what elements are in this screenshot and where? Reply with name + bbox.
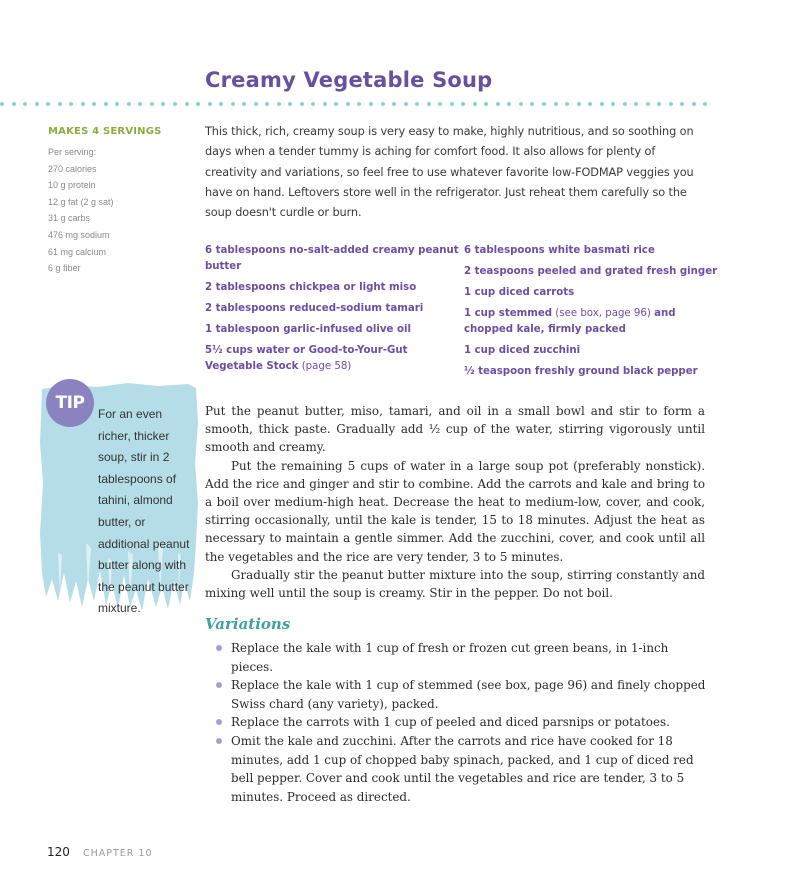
nutrition-item: 270 calories xyxy=(48,163,97,174)
divider-dot xyxy=(577,102,581,106)
page-reference: (page 58) xyxy=(298,361,352,372)
bullet-icon xyxy=(216,645,222,651)
divider-dot xyxy=(484,102,488,106)
directions xyxy=(205,402,705,602)
divider-dot xyxy=(115,102,119,106)
divider-dot xyxy=(23,102,27,106)
variations-heading: Variations xyxy=(205,615,291,633)
divider-dot xyxy=(404,102,408,106)
divider-dot xyxy=(588,102,592,106)
nutrition-sidebar xyxy=(48,126,198,277)
nutrition-list xyxy=(48,144,198,277)
tip-text: For an even richer, thicker soup, stir in 2 tablespoons of tahini, almond butter, or additional peanut butter along with the peanut butter mixture. xyxy=(98,407,190,616)
divider-dot xyxy=(334,102,338,106)
divider-dot xyxy=(357,102,361,106)
divider-dot xyxy=(369,102,373,106)
divider-dot xyxy=(473,102,477,106)
ingredient-item: 1 cup diced carrots xyxy=(464,287,575,298)
nutrition-item: 12 g fat (2 g sat) xyxy=(48,196,114,207)
divider-dot xyxy=(450,102,454,106)
divider-dot xyxy=(161,102,165,106)
divider-dot xyxy=(438,102,442,106)
tip-label: TIP xyxy=(55,393,85,413)
divider-dot xyxy=(542,102,546,106)
divider-dot xyxy=(231,102,235,106)
divider-dot xyxy=(92,102,96,106)
divider-dot xyxy=(392,102,396,106)
divider-dot xyxy=(427,102,431,106)
divider-dot xyxy=(530,102,534,106)
variation-item: Replace the kale with 1 cup of fresh or frozen cut green beans, in 1-inch pieces. xyxy=(214,639,706,676)
divider-dot xyxy=(692,102,696,106)
divider-dot xyxy=(58,102,62,106)
ingredient-item: 5½ cups water or Good-to-Your-Gut Vegetable Stock (page 58) xyxy=(205,345,408,372)
nutrition-item: 476 mg sodium xyxy=(48,229,110,240)
ingredient-item: 2 teaspoons peeled and grated fresh ginger xyxy=(464,266,718,277)
divider-dot xyxy=(311,102,315,106)
divider-dot xyxy=(208,102,212,106)
variations-list xyxy=(214,639,706,806)
ingredients-right-column xyxy=(464,243,719,385)
recipe-intro: This thick, rich, creamy soup is very easy to make, highly nutritious, and so soothing on days when a tender tummy is aching for comfort food. It also allows for plenty of creativity and variations, so feel free to use whatever favorite low-FODMAP veggies you have on hand. Leftovers store well in the refrigerator. Just reheat them carefully so the soup doesn't curdle or burn. xyxy=(205,125,694,220)
variation-item: Replace the carrots with 1 cup of peeled and diced parsnips or potatoes. xyxy=(214,713,706,732)
ingredient-item: 1 cup diced zucchini xyxy=(464,345,581,356)
ingredient-item: 6 tablespoons no-salt-added creamy peanut butter xyxy=(205,245,459,272)
divider-dot xyxy=(300,102,304,106)
divider-dot xyxy=(415,102,419,106)
divider-dot xyxy=(0,102,4,106)
divider-dot xyxy=(219,102,223,106)
divider-dot xyxy=(323,102,327,106)
divider-dot xyxy=(35,102,39,106)
bullet-icon xyxy=(216,719,222,725)
divider-dot xyxy=(600,102,604,106)
divider-dot xyxy=(196,102,200,106)
dotted-divider xyxy=(0,101,708,107)
divider-dot xyxy=(646,102,650,106)
divider-dot xyxy=(173,102,177,106)
divider-dot xyxy=(680,102,684,106)
divider-dot xyxy=(288,102,292,106)
divider-dot xyxy=(669,102,673,106)
divider-dot xyxy=(150,102,154,106)
divider-dot xyxy=(565,102,569,106)
divider-dot xyxy=(496,102,500,106)
divider-dot xyxy=(81,102,85,106)
divider-dot xyxy=(277,102,281,106)
divider-dot xyxy=(461,102,465,106)
divider-dot xyxy=(69,102,73,106)
divider-dot xyxy=(12,102,16,106)
divider-dot xyxy=(657,102,661,106)
divider-dot xyxy=(554,102,558,106)
ingredient-item: 6 tablespoons white basmati rice xyxy=(464,245,655,256)
divider-dot xyxy=(519,102,523,106)
nutrition-item: 6 g fiber xyxy=(48,263,81,274)
direction-paragraph: Put the peanut butter, miso, tamari, and oil in a small bowl and stir to form a smooth, thick paste. Gradually add ½ cup of the water, stirring vigorously until smooth and creamy. xyxy=(205,404,705,455)
divider-dot xyxy=(127,102,131,106)
divider-dot xyxy=(623,102,627,106)
ingredients-left-column xyxy=(205,243,460,380)
nutrition-item: 61 mg calcium xyxy=(48,246,107,257)
divider-dot xyxy=(611,102,615,106)
nutrition-item: 10 g protein xyxy=(48,180,96,191)
divider-dot xyxy=(381,102,385,106)
variation-item: Omit the kale and zucchini. After the carrots and rice have cooked for 18 minutes, add 1 cup of chopped baby spinach, packed, and 1 cup of diced red bell pepper. Cover and cook until the vegetables and rice are tender, 3 to 5 minutes. Proceed as directed. xyxy=(214,732,706,806)
divider-dot xyxy=(104,102,108,106)
divider-dot xyxy=(46,102,50,106)
nutrition-item: Per serving: xyxy=(48,147,97,157)
divider-dot xyxy=(703,102,707,106)
chapter-label: CHAPTER 10 xyxy=(83,848,153,859)
page-reference: (see box, page 96) xyxy=(552,308,655,319)
recipe-title: Creamy Vegetable Soup xyxy=(205,68,493,92)
divider-dot xyxy=(634,102,638,106)
divider-dot xyxy=(138,102,142,106)
direction-paragraph: Gradually stir the peanut butter mixture into the soup, stirring constantly and mixing well until the soup is creamy. Stir in the pepper. Do not boil. xyxy=(205,567,705,601)
bullet-icon xyxy=(216,738,222,744)
divider-dot xyxy=(242,102,246,106)
ingredient-item: 1 cup stemmed (see box, page 96) and chopped kale, firmly packed xyxy=(464,308,676,335)
direction-paragraph: Put the remaining 5 cups of water in a large soup pot (preferably nonstick). Add the rice and ginger and stir to combine. Add the carrots and kale and bring to a boil over medium-high heat. Decrease the heat to medium-low, cover, and cook, stirring occasionally, until the kale is tender, 15 to 18 minutes. Adjust the heat as necessary to maintain a gentle simmer. Add the zucchini, cover, and cook until all the vegetables and the rice are very tender, 3 to 5 minutes. xyxy=(205,458,705,564)
nutrition-item: 31 g carbs xyxy=(48,213,91,224)
ingredient-item: 2 tablespoons chickpea or light miso xyxy=(205,282,417,293)
divider-dot xyxy=(185,102,189,106)
ingredient-item: 2 tablespoons reduced-sodium tamari xyxy=(205,303,424,314)
ingredient-item: 1 tablespoon garlic-infused olive oil xyxy=(205,324,411,335)
page-number: 120 xyxy=(47,845,70,859)
servings-label: MAKES 4 SERVINGS xyxy=(48,126,162,137)
variation-item: Replace the kale with 1 cup of stemmed (see box, page 96) and finely chopped Swiss chard (any variety), packed. xyxy=(214,676,706,713)
divider-dot xyxy=(346,102,350,106)
page-footer xyxy=(47,841,153,860)
divider-dot xyxy=(265,102,269,106)
divider-dot xyxy=(507,102,511,106)
ingredient-item: ½ teaspoon freshly ground black pepper xyxy=(464,366,698,377)
divider-dot xyxy=(254,102,258,106)
bullet-icon xyxy=(216,682,222,688)
